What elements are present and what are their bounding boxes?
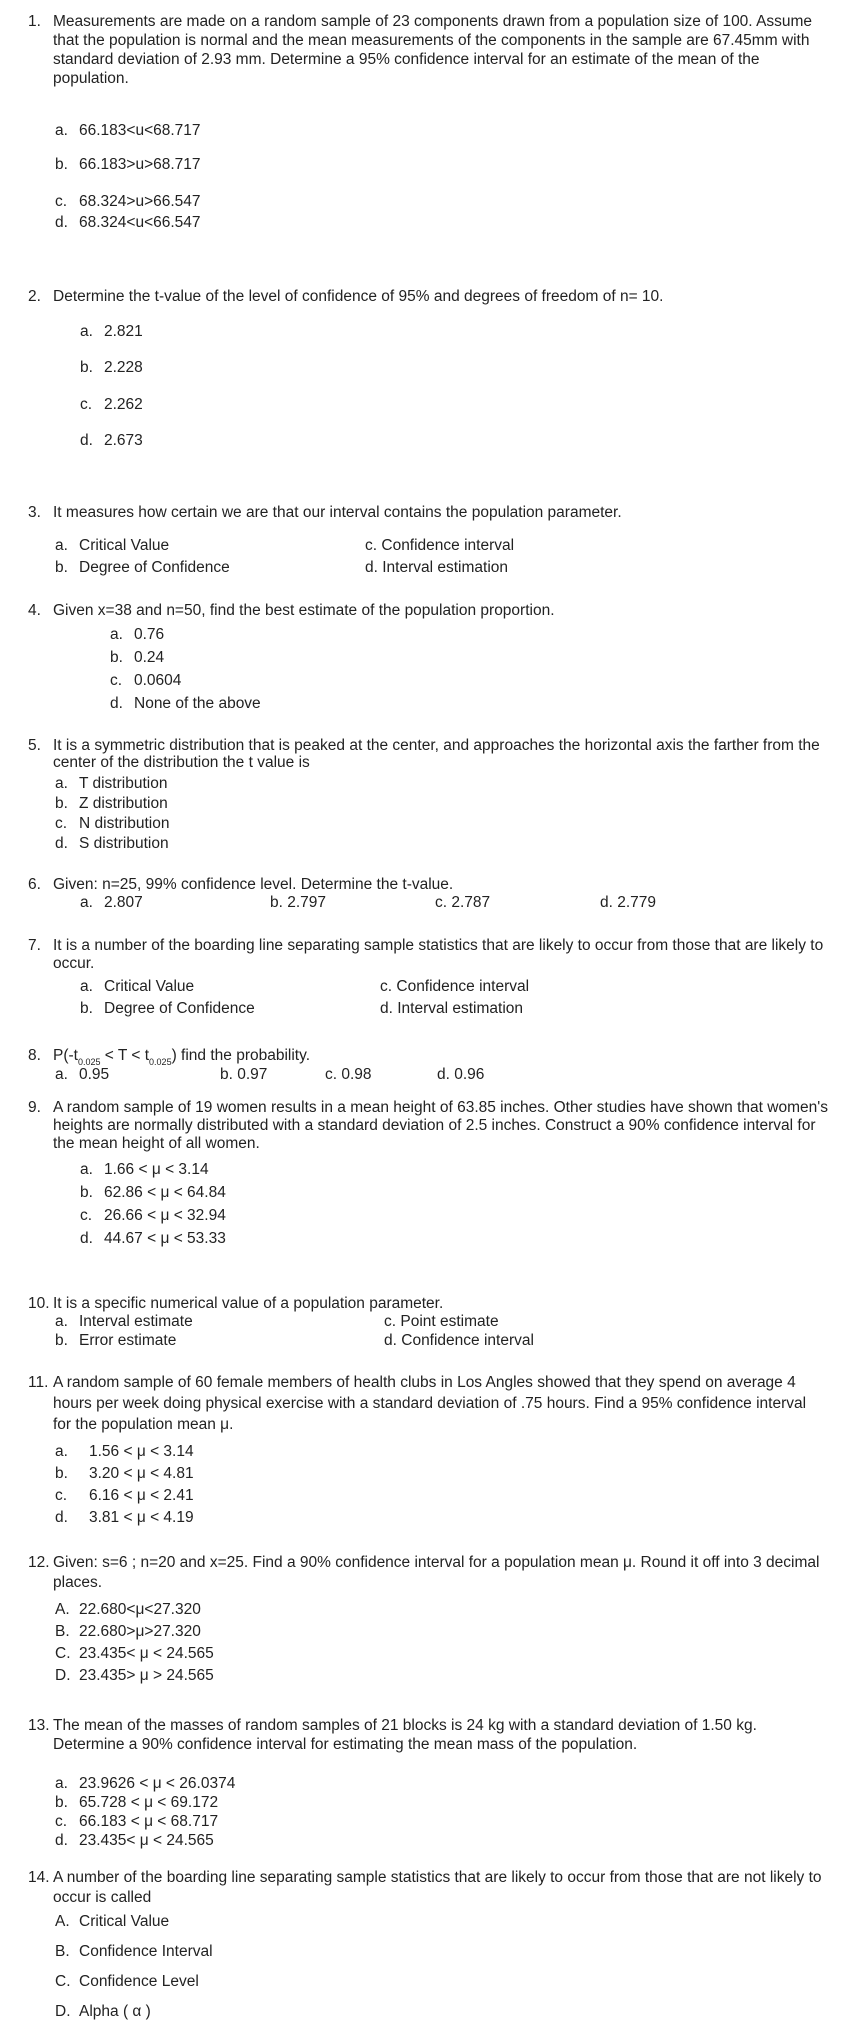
option-text: N distribution xyxy=(79,815,170,832)
option-text: 0.24 xyxy=(134,649,165,666)
option-d xyxy=(55,213,201,232)
question-stem xyxy=(28,875,828,894)
option-letter: B. xyxy=(55,1943,70,1960)
option-letter: D. xyxy=(55,2003,71,2020)
option-text: Confidence Level xyxy=(79,1973,199,1990)
option-d xyxy=(80,431,143,450)
question-number: 3. xyxy=(28,504,41,521)
option-letter: b. xyxy=(270,894,283,911)
option-a xyxy=(55,1312,193,1331)
option-letter: B. xyxy=(55,1623,70,1640)
option-text: 23.9626 < μ < 26.0374 xyxy=(79,1775,236,1792)
question-text: It is a specific numerical value of a population parameter. xyxy=(53,1295,444,1312)
option-letter: a. xyxy=(110,626,123,643)
question-stem xyxy=(28,737,828,771)
option-a xyxy=(55,1600,201,1619)
option-text: 1.66 < μ < 3.14 xyxy=(104,1161,209,1178)
option-letter: d. xyxy=(55,1509,68,1526)
question-number: 10. xyxy=(28,1295,50,1312)
option-text: 22.680<μ<27.320 xyxy=(79,1601,201,1618)
option-text: 2.673 xyxy=(104,432,143,449)
option-c xyxy=(325,1065,372,1084)
option-letter: d. xyxy=(80,432,93,449)
question-text: The mean of the masses of random samples of 21 blocks is 24 kg with a standard deviation of 1.50 kg. Determine a 90% confidence interval for estimating the mean mass of the population. xyxy=(53,1717,757,1753)
option-text: 2.779 xyxy=(617,894,657,911)
question-text: It is a symmetric distribution that is peaked at the center, and approaches the horizontal axis the farther from the center of the distribution the t value is xyxy=(53,737,820,771)
option-letter: c. xyxy=(435,894,448,911)
option-letter: d. xyxy=(380,1000,393,1017)
option-b xyxy=(55,1793,218,1812)
question-number: 9. xyxy=(28,1099,41,1116)
option-text: 2.262 xyxy=(104,396,143,413)
option-b xyxy=(55,794,168,813)
option-letter: b. xyxy=(220,1066,233,1083)
question-number: 5. xyxy=(28,737,41,754)
option-d xyxy=(600,893,656,912)
option-d xyxy=(55,834,169,853)
option-letter: a. xyxy=(55,775,68,792)
question-text: Given: s=6 ; n=20 and x=25. Find a 90% confidence interval for a population mean μ. Round it off into 3 decimal places. xyxy=(53,1554,820,1591)
option-letter: b. xyxy=(55,795,68,812)
option-letter: A. xyxy=(55,1913,70,1930)
option-text: 2.821 xyxy=(104,323,143,340)
option-a xyxy=(55,1774,235,1793)
option-letter: c. xyxy=(384,1313,397,1330)
option-b xyxy=(55,155,201,174)
option-letter: c. xyxy=(325,1066,338,1083)
option-text: Confidence interval xyxy=(381,537,515,554)
question-stem xyxy=(28,12,828,88)
question-text: Given: n=25, 99% confidence level. Determine the t-value. xyxy=(53,876,454,893)
question-number: 1. xyxy=(28,13,41,30)
option-letter: a. xyxy=(55,1313,68,1330)
question-text xyxy=(53,1046,828,1065)
option-letter: d. xyxy=(437,1066,450,1083)
option-d xyxy=(110,694,261,713)
option-text: Confidence interval xyxy=(401,1332,534,1349)
option-c xyxy=(110,671,181,690)
option-text: 3.20 < μ < 4.81 xyxy=(89,1465,194,1482)
option-d xyxy=(55,2002,151,2021)
question-stem xyxy=(28,937,828,973)
option-b xyxy=(80,999,255,1018)
option-text: Interval estimation xyxy=(397,1000,524,1017)
option-d xyxy=(55,1508,194,1527)
option-d xyxy=(80,1229,226,1248)
option-letter: c. xyxy=(380,978,393,995)
option-text: Error estimate xyxy=(79,1332,177,1349)
option-letter: a. xyxy=(55,1775,68,1792)
question-text: Given x=38 and n=50, find the best estimate of the population proportion. xyxy=(53,602,555,619)
option-letter: d. xyxy=(600,894,613,911)
question-number: 6. xyxy=(28,876,41,893)
option-c xyxy=(55,192,201,211)
option-letter: a. xyxy=(80,978,93,995)
option-letter: b. xyxy=(55,559,68,576)
option-text: T distribution xyxy=(79,775,168,792)
option-d xyxy=(365,558,508,577)
option-b xyxy=(55,1331,176,1350)
option-text: 0.95 xyxy=(79,1066,110,1083)
option-letter: a. xyxy=(55,1443,68,1460)
question-stem xyxy=(28,1716,828,1754)
option-text: 68.324<u<66.547 xyxy=(79,214,201,231)
option-text: Degree of Confidence xyxy=(104,1000,255,1017)
option-letter: c. xyxy=(80,1207,93,1224)
option-text: 2.807 xyxy=(104,894,143,911)
option-c xyxy=(55,1812,218,1831)
option-letter: d. xyxy=(365,559,378,576)
option-d xyxy=(437,1065,484,1084)
option-c xyxy=(80,1206,226,1225)
option-a xyxy=(55,121,201,140)
question-text: Determine the t-value of the level of confidence of 95% and degrees of freedom of n= 10. xyxy=(53,288,664,305)
option-text: 6.16 < μ < 2.41 xyxy=(89,1487,194,1504)
option-letter: b. xyxy=(55,1332,68,1349)
option-c xyxy=(55,1644,214,1663)
option-text: None of the above xyxy=(134,695,261,712)
option-text: 2.797 xyxy=(287,894,327,911)
option-b xyxy=(55,1464,194,1483)
option-text: 66.183>u>68.717 xyxy=(79,156,201,173)
option-text: 1.56 < μ < 3.14 xyxy=(89,1443,194,1460)
formula-part: ) find the probability. xyxy=(171,1047,311,1064)
question-number: 14. xyxy=(28,1869,50,1886)
option-letter: b. xyxy=(80,359,93,376)
option-letter: b. xyxy=(80,1000,93,1017)
question-stem xyxy=(28,1099,828,1153)
option-text: 66.183<u<68.717 xyxy=(79,122,201,139)
question-stem xyxy=(28,1868,828,1908)
option-letter: c. xyxy=(365,537,378,554)
option-letter: a. xyxy=(80,1161,93,1178)
option-text: 0.0604 xyxy=(134,672,182,689)
option-c xyxy=(55,814,169,833)
question-number: 7. xyxy=(28,937,41,954)
option-b xyxy=(55,1942,213,1961)
option-text: 65.728 < μ < 69.172 xyxy=(79,1794,219,1811)
option-letter: a. xyxy=(80,323,93,340)
option-c xyxy=(55,1972,199,1991)
formula-part: P(-t xyxy=(53,1047,78,1064)
option-letter: A. xyxy=(55,1601,70,1618)
option-b xyxy=(55,558,230,577)
question-number: 13. xyxy=(28,1717,50,1734)
option-letter: d. xyxy=(384,1332,397,1349)
option-letter: d. xyxy=(55,835,68,852)
option-letter: c. xyxy=(110,672,123,689)
question-text: A random sample of 19 women results in a mean height of 63.85 inches. Other studies have shown that women's heights are normally distributed with a standard deviation of 2.5 inches. Construct a 90% confidence interval for the mean height of all women. xyxy=(53,1099,828,1152)
option-text: 23.435< μ < 24.565 xyxy=(79,1645,214,1662)
option-letter: c. xyxy=(55,193,68,210)
option-letter: b. xyxy=(80,1184,93,1201)
question-stem xyxy=(28,1372,828,1435)
option-text: Critical Value xyxy=(79,1913,170,1930)
question-stem xyxy=(28,601,828,620)
option-text: Z distribution xyxy=(79,795,168,812)
option-text: 0.98 xyxy=(341,1066,372,1083)
option-text: 68.324>u>66.547 xyxy=(79,193,201,210)
option-c xyxy=(380,977,529,996)
option-b xyxy=(80,358,143,377)
option-a xyxy=(110,625,164,644)
option-c xyxy=(365,536,514,555)
option-letter: c. xyxy=(80,396,93,413)
option-letter: b. xyxy=(55,1794,68,1811)
question-stem xyxy=(28,1046,828,1065)
option-d xyxy=(55,1666,214,1685)
option-a xyxy=(80,322,143,341)
option-a xyxy=(80,1160,209,1179)
option-text: 23.435> μ > 24.565 xyxy=(79,1667,214,1684)
formula-subscript: 0.025 xyxy=(77,1057,101,1067)
question-number: 12. xyxy=(28,1554,50,1571)
option-a xyxy=(55,1912,169,1931)
option-c xyxy=(80,395,143,414)
option-letter: b. xyxy=(55,1465,68,1482)
option-text: S distribution xyxy=(79,835,169,852)
option-text: 2.787 xyxy=(451,894,491,911)
option-text: Confidence interval xyxy=(396,978,530,995)
option-text: Confidence Interval xyxy=(79,1943,213,1960)
option-text: Critical Value xyxy=(79,537,170,554)
option-a xyxy=(55,1065,109,1084)
option-letter: a. xyxy=(55,1066,68,1083)
option-text: Degree of Confidence xyxy=(79,559,230,576)
option-letter: d. xyxy=(55,1832,68,1849)
question-text: Measurements are made on a random sample of 23 components drawn from a population size of 100. Assume that the population is normal and the mean measurements of the components in the sample are 67.45mm with standard deviation of 2.93 mm. Determine a 95% confidence interval for an estimate of the mean of the population. xyxy=(53,13,813,87)
option-b xyxy=(220,1065,267,1084)
option-text: Critical Value xyxy=(104,978,195,995)
question-number: 8. xyxy=(28,1047,41,1064)
option-letter: d. xyxy=(55,214,68,231)
option-text: 44.67 < μ < 53.33 xyxy=(104,1230,226,1247)
option-letter: b. xyxy=(110,649,123,666)
option-letter: D. xyxy=(55,1667,71,1684)
option-b xyxy=(270,893,326,912)
question-stem xyxy=(28,287,828,306)
option-letter: a. xyxy=(55,122,68,139)
option-text: Point estimate xyxy=(400,1313,499,1330)
option-d xyxy=(384,1331,534,1350)
option-text: 26.66 < μ < 32.94 xyxy=(104,1207,226,1224)
option-b xyxy=(110,648,164,667)
question-number: 11. xyxy=(28,1374,49,1391)
option-letter: c. xyxy=(55,1487,68,1504)
option-text: 3.81 < μ < 4.19 xyxy=(89,1509,194,1526)
question-text: A random sample of 60 female members of health clubs in Los Angles showed that they spend on average 4 hours per week doing physical exercise with a standard deviation of .75 hours. Find a 95% confidence interval for the population mean μ. xyxy=(53,1374,807,1433)
option-letter: b. xyxy=(55,156,68,173)
option-a xyxy=(80,893,143,912)
question-number: 2. xyxy=(28,288,41,305)
option-text: 0.96 xyxy=(454,1066,485,1083)
option-text: 66.183 < μ < 68.717 xyxy=(79,1813,219,1830)
formula-part: < T < t xyxy=(100,1047,150,1064)
option-text: 62.86 < μ < 64.84 xyxy=(104,1184,226,1201)
question-text: It measures how certain we are that our interval contains the population parameter. xyxy=(53,504,622,521)
option-letter: a. xyxy=(55,537,68,554)
option-text: 23.435< μ < 24.565 xyxy=(79,1832,214,1849)
option-letter: C. xyxy=(55,1645,71,1662)
option-text: Alpha ( α ) xyxy=(79,2003,151,2020)
option-c xyxy=(55,1486,194,1505)
option-letter: a. xyxy=(80,894,93,911)
option-text: 22.680>μ>27.320 xyxy=(79,1623,201,1640)
option-b xyxy=(55,1622,201,1641)
option-d xyxy=(55,1831,214,1850)
option-letter: d. xyxy=(110,695,123,712)
option-letter: c. xyxy=(55,815,68,832)
option-b xyxy=(80,1183,226,1202)
option-d xyxy=(380,999,523,1018)
option-letter: C. xyxy=(55,1973,71,1990)
question-text: A number of the boarding line separating sample statistics that are likely to occur from those that are not likely to occur is called xyxy=(53,1869,822,1906)
question-stem xyxy=(28,1294,828,1313)
option-letter: d. xyxy=(80,1230,93,1247)
formula-subscript: 0.025 xyxy=(149,1057,172,1067)
question-stem xyxy=(28,503,828,522)
question-number: 4. xyxy=(28,602,41,619)
option-a xyxy=(55,536,169,555)
option-text: 2.228 xyxy=(104,359,143,376)
option-c xyxy=(384,1312,499,1331)
option-a xyxy=(80,977,194,996)
option-a xyxy=(55,774,167,793)
option-text: 0.97 xyxy=(237,1066,268,1083)
option-c xyxy=(435,893,490,912)
question-text: It is a number of the boarding line separating sample statistics that are likely to occur from those that are likely to occur. xyxy=(53,937,824,972)
question-stem xyxy=(28,1553,828,1593)
option-letter: c. xyxy=(55,1813,68,1830)
option-a xyxy=(55,1442,194,1461)
option-text: Interval estimate xyxy=(79,1313,193,1330)
option-text: Interval estimation xyxy=(382,559,509,576)
option-text: 0.76 xyxy=(134,626,165,643)
